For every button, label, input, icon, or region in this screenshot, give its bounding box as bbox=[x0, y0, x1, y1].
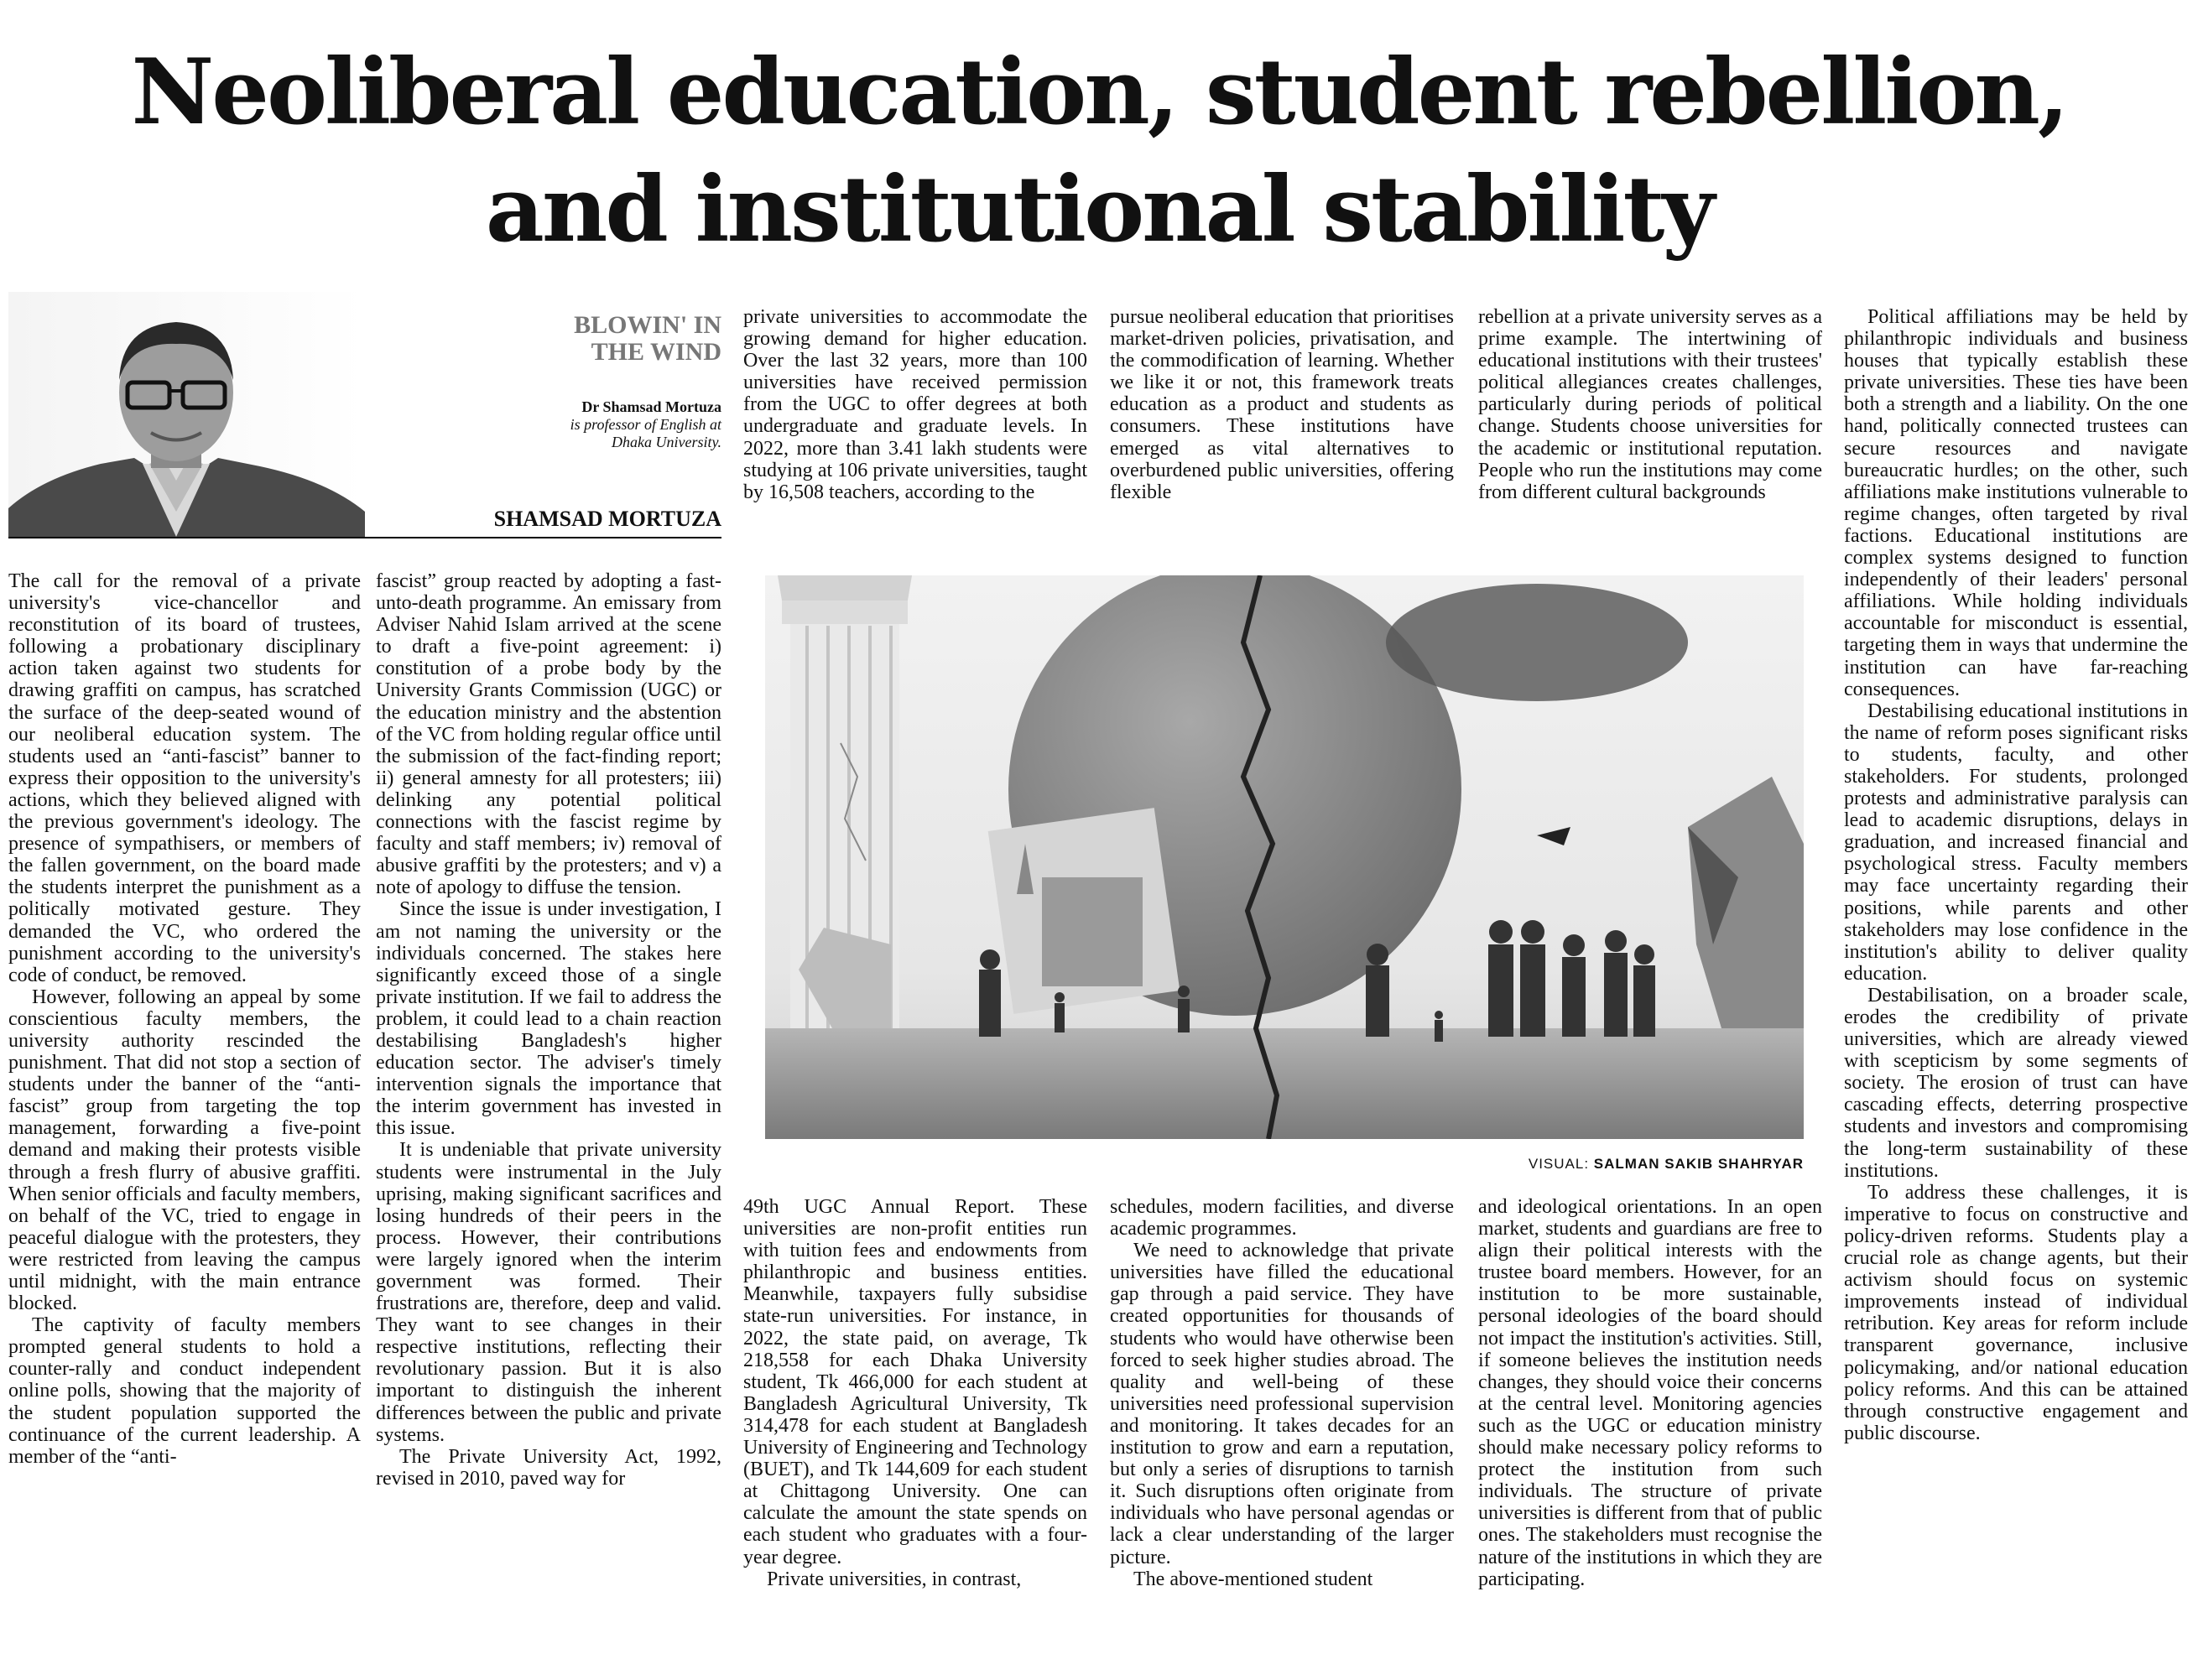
paragraph: The Private University Act, 1992, revised in 2010, paved way for bbox=[376, 1445, 721, 1490]
column-name bbox=[470, 312, 721, 366]
paragraph: Destabilising educational institutions in the name of reform poses significant risks to students, faculty, and other stakeholders. For students, prolonged protests and administrative paralysis can lead to academic disruptions, delays in graduation, and increased financial and psychological stress. Faculty members may face uncertainty regarding their positions, while parents and other stakeholders may lose confidence in the institution's ability to deliver quality education. bbox=[1844, 700, 2188, 985]
author-role-line-1: is professor of English at bbox=[570, 416, 721, 433]
paragraph: The call for the removal of a private university's vice-chancellor and reconstitution of its board of trustees, following a probationary disciplinary action taken against two students for drawing graffiti on campus, has scratched the surface of the deep-seated wound of our neoliberal education system. The students used an “anti-fascist” banner to express their opposition to the university's actions, which they believed aligned with the previous government's ideology. The presence of sympathisers, or members of the fallen government, on the board made the students interpret the punishment as a politically motivated gesture. They demanded the VC, who ordered the punishment according to the university's code of conduct, be removed. bbox=[8, 570, 361, 986]
paragraph: schedules, modern facilities, and diverse academic programmes. bbox=[1110, 1196, 1454, 1240]
author-bio bbox=[470, 398, 721, 451]
paragraph: The captivity of faculty members prompted general students to hold a counter-rally and conduct independent online polls, showing that the majority of the student population supported the continuance of the current leadership. A member of the “anti- bbox=[8, 1314, 361, 1468]
paragraph: Destabilisation, on a broader scale, erodes the credibility of private universities, which are already viewed with scepticism by some segments of society. The erosion of trust can have cascading effects, deterring prospective students and investors and compromising the long-term sustainability of these institutions. bbox=[1844, 984, 2188, 1182]
paragraph: Since the issue is under investigation, I am not naming the university or the individuals concerned. The stakes here significantly exceed those of a single private institution. If we fail to address the problem, it could lead to a chain reaction destabilising Bangladesh's higher education sector. The adviser's timely intervention signals the importance that the interim government has invested in this issue. bbox=[376, 898, 721, 1140]
article-column-6 bbox=[1844, 306, 2188, 1444]
paragraph: private universities to accommodate the growing demand for higher education. Over the last 32 years, more than 100 universities have received permission from the UGC to offer degrees at both undergraduate and graduate levels. In 2022, more than 3.41 lakh students were studying at 106 private universities, taught by 16,508 teachers, according to the bbox=[743, 306, 1087, 503]
article-column-3-top bbox=[743, 306, 1087, 503]
article-column-4-top bbox=[1110, 306, 1454, 503]
article-column-1 bbox=[8, 570, 361, 1468]
paragraph: We need to acknowledge that private universities have filled the educational gap through a paid service. They have created opportunities for thousands of students who would have otherwise been forced to seek higher studies abroad. The quality and well-being of these universities need professional supervision and monitoring. It takes decades for an institution to grow and earn a reputation, but only a series of disruptions to tarnish it. Such disruptions often originate from individuals who have personal agendas or lack a clear understanding of the larger picture. bbox=[1110, 1240, 1454, 1568]
paragraph: Political affiliations may be held by philanthropic individuals and business houses that typically establish these private universities. These ties have been both a strength and a liability. On the one hand, politically connected trustees can secure resources and navigate bureaucratic hurdles; on the other, such affiliations make institutions vulnerable to regime changes, often targeted by rival factions. Educational institutions are complex systems designed to function independently of their leaders' personal affiliations. While holding individuals accountable for misconduct is essential, targeting them in ways that undermine the institution can have far-reaching consequences. bbox=[1844, 306, 2188, 700]
article-column-5-bottom bbox=[1478, 1196, 1822, 1590]
column-name-line-2: THE WIND bbox=[591, 338, 721, 366]
article-column-3-bottom bbox=[743, 1196, 1087, 1590]
paragraph: rebellion at a private university serves as a prime example. The intertwining of educational institutions with their trustees' political allegiances creates challenges, particularly during periods of political change. Students choose universities for the academic or institutional reputation. People who run the institutions may come from different cultural backgrounds bbox=[1478, 306, 1822, 503]
image-credit-label: VISUAL: bbox=[1528, 1156, 1590, 1172]
author-role-line-2: Dhaka University. bbox=[612, 434, 721, 450]
article-illustration bbox=[765, 575, 1804, 1139]
article-column-5-top bbox=[1478, 306, 1822, 503]
paragraph: fascist” group reacted by adopting a fast-unto-death programme. An emissary from Adviser Nahid Islam arrived at the scene to draft a five-point agreement: i) constitution of a probe body by the University Grants Commission (UGC) or the education ministry and the abstention of the VC from holding regular office until the submission of the fact-finding report; ii) general amnesty for all protesters; iii) delinking any potential political connections with the fascist regime by faculty and staff members; iv) removal of abusive graffiti by the protesters; and v) a note of apology to diffuse the tension. bbox=[376, 570, 721, 899]
paragraph: and ideological orientations. In an open market, students and guardians are free to align their political interests with the trustee board members. However, for an institution to be more sustainable, personal ideologies of the board should not impact the institution's activities. Still, if someone believes the institution needs changes, they should voice their concerns at the central level. Monitoring agencies such as the UGC or education ministry should make necessary policy reforms to protect the institution from such individuals. The structure of private universities is different from that of public ones. The stakeholders must recognise the nature of the institutions in which they are participating. bbox=[1478, 1196, 1822, 1590]
byline-rule bbox=[8, 537, 721, 538]
paragraph: Private universities, in contrast, bbox=[767, 1568, 1022, 1590]
paragraph: 49th UGC Annual Report. These universities are non-profit entities run with tuition fees and endowments from philanthropic and business entities. Meanwhile, taxpayers fully subsidise state-run universities. For instance, in 2022, the state paid, on average, Tk 218,558 for each Dhaka University student, Tk 466,000 for each student at Bangladesh Agricultural University, Tk 314,478 for each student at Bangladesh University of Engineering and Technology (BUET), and Tk 144,609 for each student at Chittagong University. One can calculate the amount the state spends on each student who graduates with a four-year degree. bbox=[743, 1196, 1087, 1568]
paragraph: To address these challenges, it is imperative to focus on constructive and policy-driven reforms. Students play a crucial role as change agents, but their activism should focus on systemic improvements instead of individual retribution. Key areas for reform include transparent governance, inclusive policymaking, and/or national education policy reforms. And this can be attained through constructive engagement and public discourse. bbox=[1844, 1181, 2188, 1444]
image-credit bbox=[1258, 1156, 1804, 1173]
article-column-4-bottom bbox=[1110, 1196, 1454, 1590]
paragraph: However, following an appeal by some conscientious faculty members, the university authority rescinded the punishment. That did not stop a section of students under the banner of the “anti-fascist” group from targeting the top management, forwarding a five-point demand and making their protests visible through a fresh flurry of abusive graffiti. When senior officials and faculty members, on behalf of the VC, tried to engage in peaceful dialogue with the protesters, they were restricted from leaving the campus until midnight, with the main entrance blocked. bbox=[8, 986, 361, 1315]
headline-line-2: and institutional stability bbox=[485, 157, 1713, 263]
author-portrait bbox=[8, 292, 365, 537]
paragraph: pursue neoliberal education that prioritises market-driven policies, privatisation, and the commodification of learning. Whether we like it or not, this framework treats education as a product and students as consumers. These institutions have emerged as vital alternatives to overburdened public universities, offering flexible bbox=[1110, 306, 1454, 503]
byline: SHAMSAD MORTUZA bbox=[493, 507, 721, 531]
column-pillar bbox=[778, 575, 912, 1028]
column-name-line-1: BLOWIN' IN bbox=[574, 311, 721, 339]
headline-line-1: Neoliberal education, student rebellion, bbox=[131, 39, 2067, 145]
headline bbox=[0, 34, 2198, 268]
article-column-2 bbox=[376, 570, 721, 1490]
image-credit-name: SALMAN SAKIB SHAHRYAR bbox=[1593, 1156, 1804, 1172]
paragraph: It is undeniable that private university students were instrumental in the July uprising, making significant sacrifices and losing hundreds of their peers in the process. However, their contributions were largely ignored when the interim government was formed. Their frustrations are, therefore, deep and valid. They want to see changes in their respective institutions, reflecting their revolutionary passion. But it is also important to distinguish the inherent differences between the public and private systems. bbox=[376, 1139, 721, 1446]
author-name: Dr Shamsad Mortuza bbox=[581, 398, 721, 415]
paragraph: The above-mentioned student bbox=[1133, 1568, 1373, 1590]
